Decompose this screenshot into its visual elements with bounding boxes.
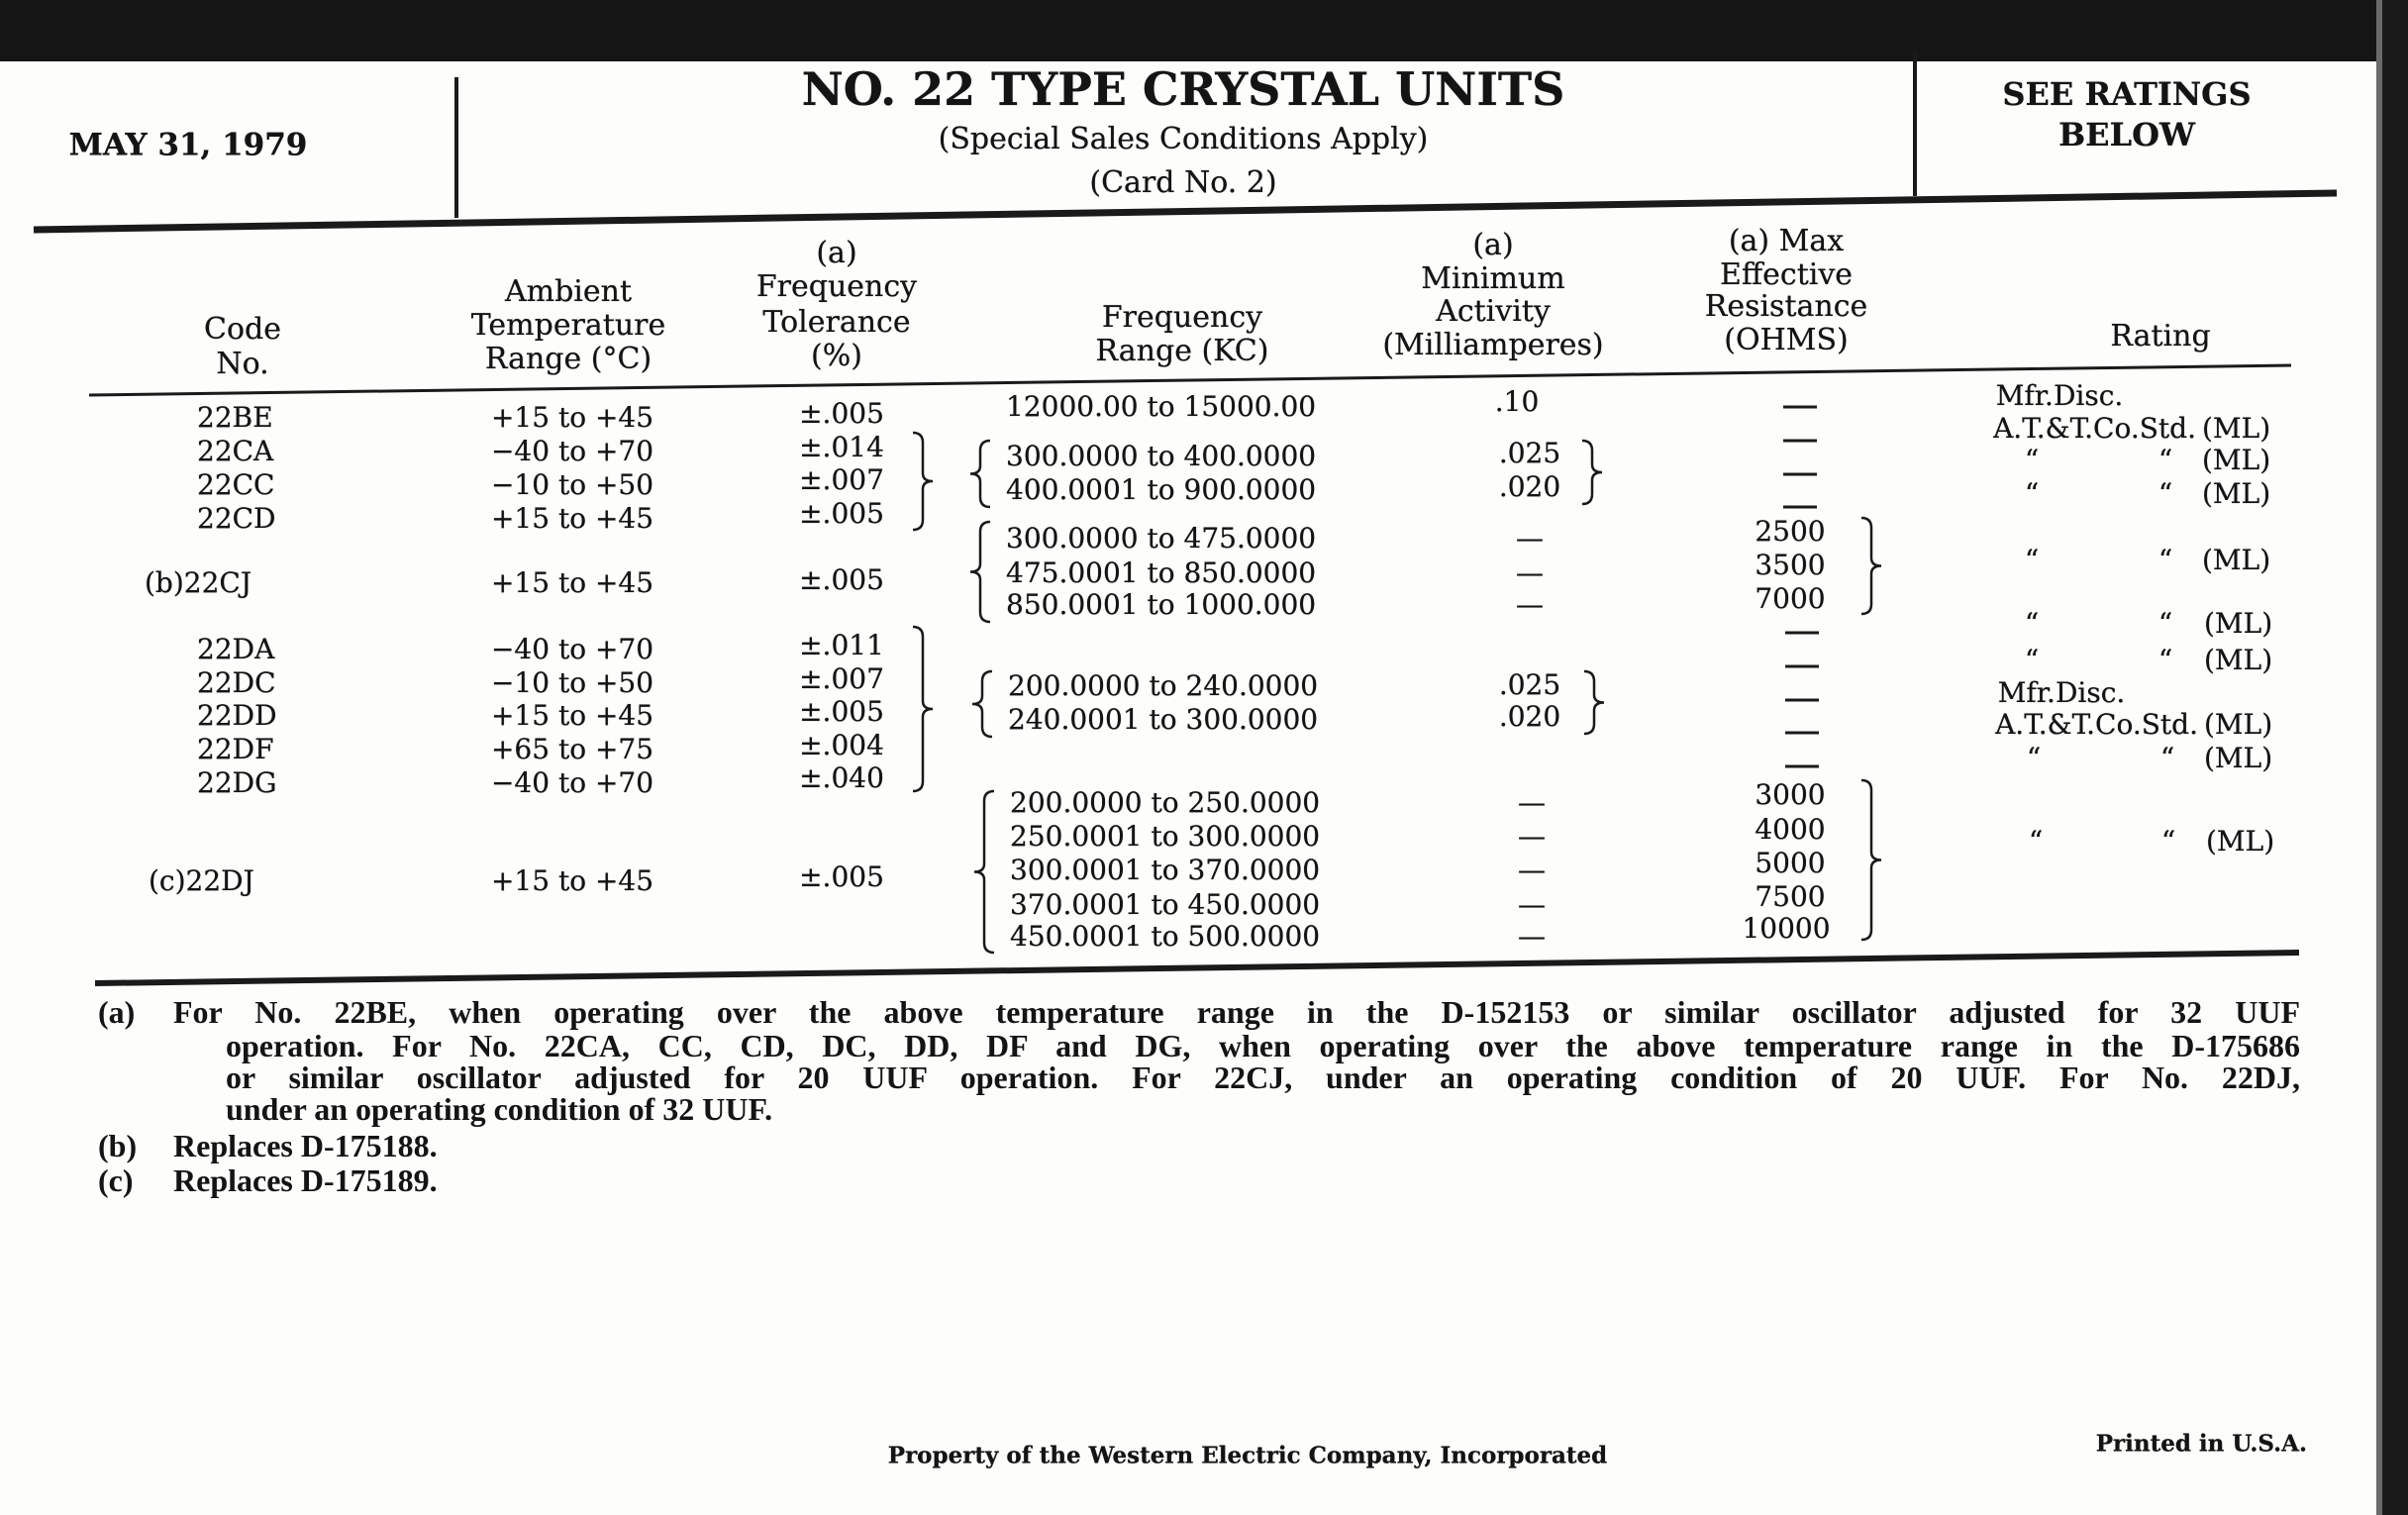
activity-cell: — (1518, 786, 1546, 819)
brace-icon (1582, 441, 1602, 504)
code-cell: 22CA (197, 435, 274, 467)
code-cell: 22BE (197, 401, 273, 434)
tolerance-cell: ±.004 (799, 729, 884, 761)
empty-dash (1785, 699, 1819, 702)
brace-icon (1584, 671, 1604, 734)
rating-ditto: “ (2024, 544, 2040, 576)
code-cell: 22DG (197, 766, 277, 799)
activity-cell: — (1518, 820, 1546, 853)
footnote-a-line: For No. 22BE, when operating over the above temperature range in the D-152153 or similar oscillator adjusted for 32 UUF (173, 994, 2300, 1030)
brace-icon (913, 627, 933, 791)
empty-dash (1783, 406, 1817, 409)
temp-cell: −40 to +70 (490, 435, 654, 467)
code-cell: (c)22DJ (149, 864, 254, 897)
freq-range-cell: 300.0000 to 475.0000 (1006, 522, 1317, 555)
code-cell: 22CC (197, 468, 275, 501)
code-cell: 22DC (197, 666, 276, 699)
freq-range-cell: 850.0001 to 1000.000 (1006, 588, 1317, 621)
temp-cell: −10 to +50 (490, 666, 654, 699)
col-rating-h1: Rating (2110, 319, 2211, 354)
col-res-h1: (a) Max (1728, 224, 1845, 258)
rating-ml: (ML) (2202, 477, 2271, 510)
temp-cell: −40 to +70 (490, 633, 654, 665)
temp-cell: +15 to +45 (490, 699, 654, 732)
rating-ml: (ML) (2202, 412, 2271, 445)
resistance-cell: 7500 (1755, 880, 1826, 913)
temp-cell: +15 to +45 (490, 502, 654, 535)
temp-cell: +15 to +45 (490, 401, 654, 434)
freq-range-cell: 400.0001 to 900.0000 (1006, 473, 1317, 506)
freq-range-cell: 370.0001 to 450.0000 (1010, 888, 1321, 921)
tolerance-cell: ±.007 (799, 463, 884, 496)
table-bottom-rule (95, 953, 2299, 983)
resistance-cell: 3500 (1755, 549, 1826, 581)
code-cell: 22DD (197, 699, 277, 732)
freq-range-cell: 200.0000 to 240.0000 (1008, 669, 1319, 702)
rating-ml: (ML) (2204, 607, 2273, 640)
rating-ml: (ML) (2202, 444, 2271, 476)
ratings-note-line2: BELOW (2058, 116, 2195, 153)
page-title: NO. 22 TYPE CRYSTAL UNITS (801, 62, 1565, 116)
rating-ditto: “ (2157, 477, 2173, 510)
col-code-h2: No. (216, 347, 269, 381)
tolerance-cell: ±.040 (799, 761, 884, 794)
col-freq-h2: Range (KC) (1095, 334, 1269, 368)
code-cell: 22DA (197, 633, 275, 665)
rating-ditto: “ (2024, 477, 2040, 510)
empty-dash (1783, 440, 1817, 443)
rating-ditto: “ (2160, 825, 2176, 858)
ratings-note-line1: SEE RATINGS (2002, 75, 2252, 113)
resistance-cell: 4000 (1755, 813, 1826, 846)
activity-cell: — (1518, 888, 1546, 921)
rating-att-std: A.T.&T.Co.Std. (1993, 412, 2196, 445)
resistance-cell: 2500 (1755, 515, 1826, 548)
empty-dash (1785, 665, 1819, 668)
rating-ditto: “ (2157, 444, 2173, 476)
footnote-b-marker: (b) (98, 1128, 138, 1163)
activity-cell: .025 (1498, 437, 1561, 469)
rating-ditto: “ (2157, 544, 2173, 576)
footnote-a-line: under an operating condition of 32 UUF. (226, 1091, 773, 1127)
brace-icon (1861, 518, 1881, 614)
brace-icon (972, 671, 992, 737)
temp-cell: −40 to +70 (490, 766, 654, 799)
footnote-b-text: Replaces D-175188. (173, 1128, 438, 1163)
rating-ditto: “ (2024, 444, 2040, 476)
footnote-a-marker: (a) (98, 994, 136, 1030)
rating-ditto: “ (2157, 607, 2173, 640)
rating-ditto: “ (2157, 644, 2173, 676)
activity-cell: .020 (1498, 470, 1561, 503)
rating-mfr-disc: Mfr.Disc. (1997, 676, 2126, 709)
activity-cell: — (1516, 556, 1544, 589)
col-tol-h1: (a) (816, 236, 857, 270)
col-act-h4: (Milliamperes) (1382, 328, 1604, 362)
col-freq-h1: Frequency (1101, 300, 1263, 335)
resistance-cell: 5000 (1755, 847, 1826, 879)
col-tol-h3: Tolerance (762, 305, 911, 340)
brace-icon (1861, 780, 1881, 940)
subtitle: (Special Sales Conditions Apply) (938, 122, 1429, 156)
tolerance-cell: ±.005 (799, 695, 884, 728)
rating-ml: (ML) (2204, 708, 2273, 741)
activity-cell: .020 (1498, 700, 1561, 733)
activity-cell: — (1518, 920, 1546, 953)
tolerance-cell: ±.007 (799, 662, 884, 695)
col-res-h2: Effective (1719, 257, 1854, 292)
code-cell: (b)22CJ (145, 566, 252, 599)
rating-ditto: “ (2159, 742, 2175, 774)
tolerance-cell: ±.014 (799, 431, 884, 463)
col-code-h1: Code (204, 312, 281, 347)
col-temp-h2: Temperature (470, 308, 666, 343)
resistance-cell: 3000 (1755, 778, 1826, 811)
rating-ditto: “ (2024, 607, 2040, 640)
activity-cell: .10 (1494, 385, 1540, 418)
empty-dash (1785, 732, 1819, 735)
rating-ditto: “ (2024, 644, 2040, 676)
temp-cell: −10 to +50 (490, 468, 654, 501)
rating-ml: (ML) (2204, 742, 2273, 774)
tolerance-cell: ±.005 (799, 497, 884, 530)
rating-mfr-disc: Mfr.Disc. (1995, 379, 2124, 412)
col-tol-h2: Frequency (755, 269, 918, 304)
rating-att-std: A.T.&T.Co.Std. (1995, 708, 2198, 741)
freq-range-cell: 12000.00 to 15000.00 (1006, 390, 1317, 423)
empty-dash (1785, 632, 1819, 635)
freq-range-cell: 300.0000 to 400.0000 (1006, 440, 1317, 472)
col-res-h3: Resistance (1704, 289, 1868, 324)
tolerance-cell: ±.011 (799, 629, 884, 661)
col-temp-h3: Range (°C) (484, 342, 652, 376)
empty-dash (1783, 473, 1817, 476)
freq-range-cell: 250.0001 to 300.0000 (1010, 820, 1321, 853)
brace-icon (974, 791, 994, 953)
rating-ditto: “ (2026, 742, 2042, 774)
temp-cell: +15 to +45 (490, 566, 654, 599)
activity-cell: .025 (1498, 668, 1561, 701)
date: MAY 31, 1979 (68, 127, 308, 163)
rating-ml: (ML) (2206, 825, 2275, 858)
tolerance-cell: ±.005 (799, 860, 884, 893)
brace-icon (913, 433, 933, 530)
tolerance-cell: ±.005 (799, 563, 884, 596)
property-notice: Property of the Western Electric Company, Incorporated (887, 1442, 1608, 1469)
brace-icon (970, 522, 990, 622)
footnote-c-marker: (c) (98, 1162, 134, 1198)
resistance-cell: 10000 (1742, 912, 1831, 945)
rating-ml: (ML) (2202, 544, 2271, 576)
printed-in: Printed in U.S.A. (2095, 1430, 2307, 1458)
freq-range-cell: 475.0001 to 850.0000 (1006, 556, 1317, 589)
temp-cell: +65 to +75 (490, 733, 654, 765)
col-res-h4: (OHMS) (1724, 323, 1849, 357)
resistance-cell: 7000 (1755, 582, 1826, 615)
tolerance-cell: ±.005 (799, 397, 884, 430)
brace-icon (970, 441, 990, 507)
code-cell: 22CD (197, 502, 276, 535)
col-act-h1: (a) (1472, 228, 1514, 262)
freq-range-cell: 300.0001 to 370.0000 (1010, 854, 1321, 886)
activity-cell: — (1516, 588, 1544, 621)
temp-cell: +15 to +45 (490, 864, 654, 897)
col-act-h3: Activity (1436, 294, 1551, 329)
rating-ml: (ML) (2204, 644, 2273, 676)
footnote-a-line: or similar oscillator adjusted for 20 UUF operation. For 22CJ, under an operating condition of 20 UUF. For No. 22DJ, (226, 1060, 2300, 1095)
col-act-h2: Minimum (1421, 261, 1565, 296)
empty-dash (1785, 765, 1819, 768)
activity-cell: — (1516, 522, 1544, 555)
freq-range-cell: 200.0000 to 250.0000 (1010, 786, 1321, 819)
freq-range-cell: 240.0001 to 300.0000 (1008, 703, 1319, 736)
code-cell: 22DF (197, 733, 274, 765)
empty-dash (1783, 506, 1817, 509)
activity-cell: — (1518, 854, 1546, 886)
col-temp-h1: Ambient (504, 274, 633, 309)
footnote-c-text: Replaces D-175189. (173, 1162, 438, 1198)
col-tol-h4: (%) (811, 339, 862, 373)
freq-range-cell: 450.0001 to 500.0000 (1010, 920, 1321, 953)
card-number: (Card No. 2) (1089, 165, 1277, 200)
rating-ditto: “ (2028, 825, 2044, 858)
footnote-a-line: operation. For No. 22CA, CC, CD, DC, DD, DF and DG, when operating over the above temperature range in the D-175686 (226, 1028, 2300, 1063)
